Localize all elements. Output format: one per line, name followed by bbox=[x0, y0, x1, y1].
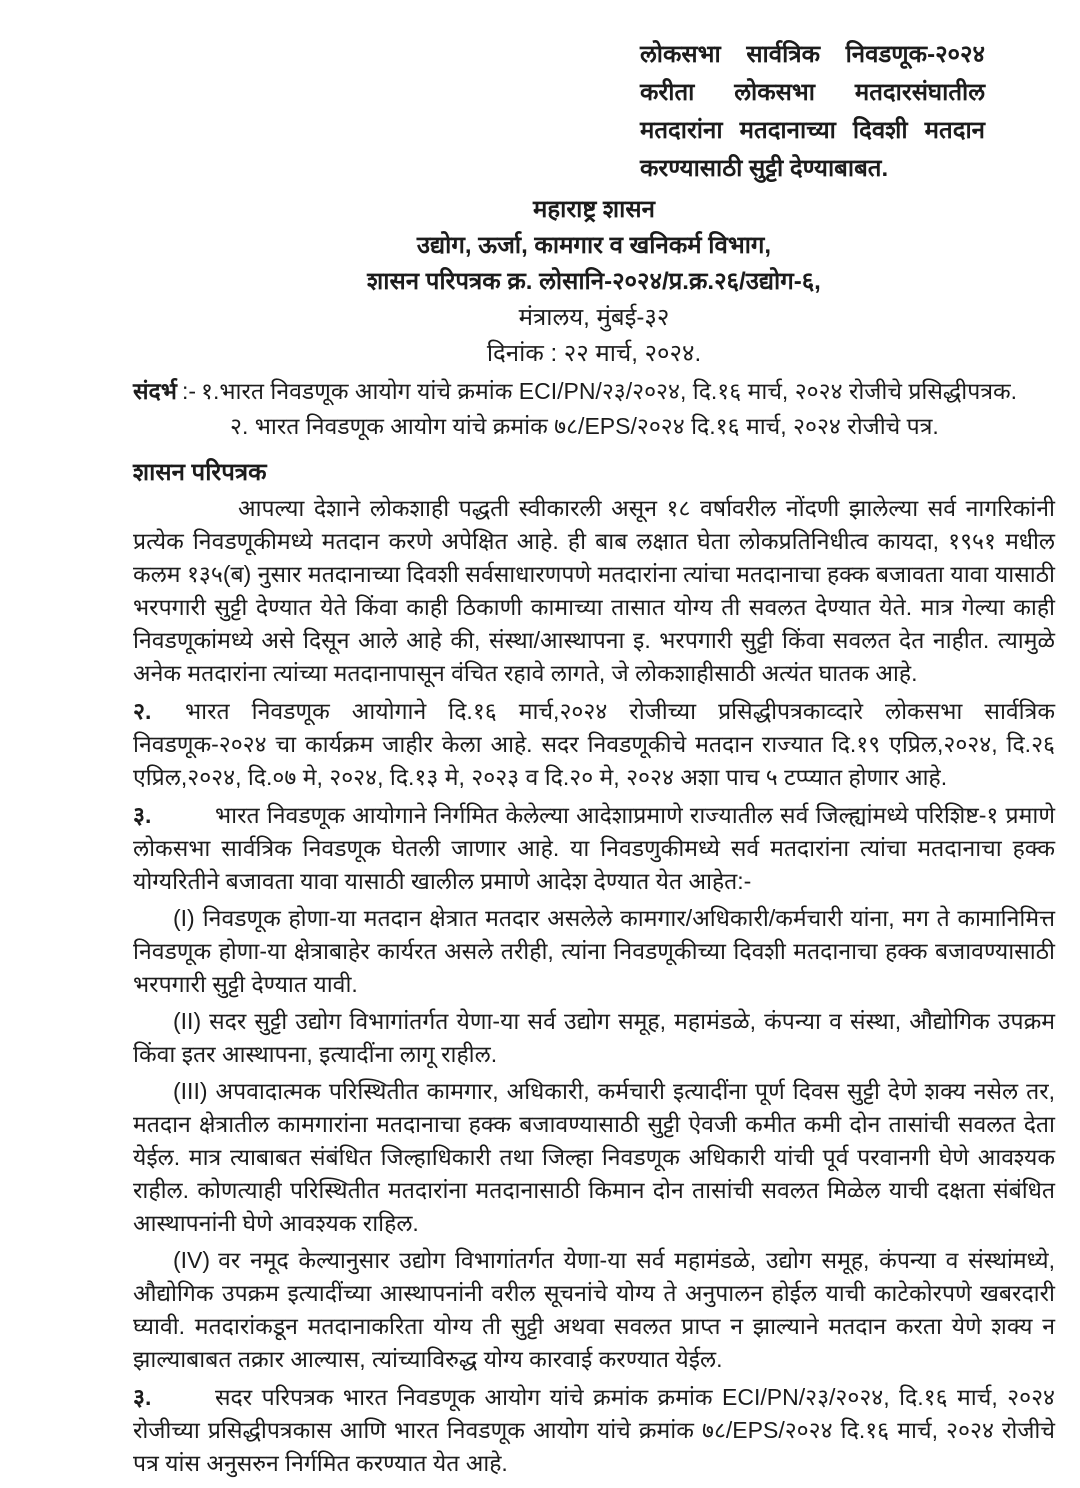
order-text: सदर सुट्टी उद्योग विभागांतर्गत येणा-या सर्व उद्योग समूह, महामंडळे, कंपन्या व संस्था, औद्योगिक उपक्रम किंवा इतर आस्थापना, इत्यादींना लागू राहील. bbox=[133, 1008, 1055, 1067]
order-item-1 bbox=[133, 902, 1055, 1001]
order-item-3 bbox=[133, 1075, 1055, 1240]
order-text: वर नमूद केल्यानुसार उद्योग विभागांतर्गत येणा-या सर्व महामंडळे, उद्योग समूह, कंपन्या व संस्थांमध्ये, औद्योगिक उपक्रम इत्यादींच्या आस्थापनांनी वरील सूचनांचे योग्य ते अनुपालन होईल याची काटेकोरपणे खबरदारी घ्यावी. मतदारांकडून मतदानाकरिता योग्य ती सुट्टी अथवा सवलत प्राप्त न झाल्याने मतदान करता येणे शक्य न झाल्याबाबत तक्रार आल्यास, त्यांच्याविरुद्ध योग्य कारवाई करण्यात येईल. bbox=[133, 1247, 1055, 1372]
paragraph-text: भारत निवडणूक आयोगाने दि.१६ मार्च,२०२४ रोजीच्या प्रसिद्धीपत्रकाव्दारे लोकसभा सार्वत्रिक निवडणूक-२०२४ चा कार्यक्रम जाहीर केला आहे. सदर निवडणूकीचे मतदान राज्यात दि.१९ एप्रिल,२०२४, दि.२६ एप्रिल,२०२४, दि.०७ मे, २०२४, दि.१३ मे, २०२३ व दि.२० मे, २०२४ अशा पाच ५ टप्प्यात होणार आहे. bbox=[133, 698, 1055, 790]
paragraph-number: २. bbox=[133, 698, 152, 724]
reference-text: १.भारत निवडणूक आयोग यांचे क्रमांक ECI/PN/२३/२०२४, दि.१६ मार्च, २०२४ रोजीचे प्रसिद्धीपत्रक. bbox=[201, 378, 1018, 404]
reference-item-2: २. भारत निवडणूक आयोग यांचे क्रमांक ७८/EPS/२०२४ दि.१६ मार्च, २०२४ रोजीचे पत्र. bbox=[230, 413, 939, 439]
reference-separator: :- bbox=[181, 378, 196, 404]
reference-label: संदर्भ bbox=[133, 378, 177, 404]
ministry-address: मंत्रालय, मुंबई-३२ bbox=[518, 304, 670, 331]
order-item-2 bbox=[133, 1005, 1055, 1071]
order-label: (IV) bbox=[173, 1247, 211, 1273]
government-name: महाराष्ट्र शासन bbox=[533, 196, 655, 223]
order-label: (II) bbox=[173, 1008, 202, 1034]
paragraph-3 bbox=[133, 799, 1055, 898]
paragraph-number: ३. bbox=[133, 1384, 152, 1410]
order-text: निवडणूक होणा-या मतदान क्षेत्रात मतदार असलेले कामगार/अधिकारी/कर्मचारी यांना, मग ते कामानिमित्त निवडणूक होणा-या क्षेत्राबाहेर कार्यरत असले तरीही, त्यांना निवडणूकीच्या दिवशी मतदानाचा हक्क बजावण्यासाठी भरपगारी सुट्टी देण्यात यावी. bbox=[133, 905, 1055, 997]
paragraph-text: सदर परिपत्रक भारत निवडणूक आयोग यांचे क्रमांक क्रमांक ECI/PN/२३/२०२४, दि.१६ मार्च, २०२४ रोजीच्या प्रसिद्धीपत्रकास आणि भारत निवडणूक आयोग यांचे क्रमांक ७८/EPS/२०२४ दि.१६ मार्च, २०२४ रोजीचे पत्र यांस अनुसरुन निर्गमित करण्यात येत आहे. bbox=[133, 1384, 1055, 1476]
order-item-4 bbox=[133, 1244, 1055, 1376]
subject-line: लोकसभा सार्वत्रिक निवडणूक-२०२४ bbox=[640, 41, 985, 68]
subject-block bbox=[640, 36, 985, 188]
reference-item-1 bbox=[133, 374, 1055, 409]
order-label: (III) bbox=[173, 1078, 208, 1104]
order-label: (I) bbox=[173, 905, 195, 931]
date-line: दिनांक : २२ मार्च, २०२४. bbox=[486, 340, 702, 367]
paragraph-text: भारत निवडणूक आयोगाने निर्गमित केलेल्या आदेशाप्रमाणे राज्यातील सर्व जिल्ह्यांमध्ये परिशिष्ट-१ प्रमाणे लोकसभा सार्वत्रिक निवडणूक घेतली जाणार आहे. या निवडणुकीमध्ये सर्व मतदारांना त्यांचा मतदानाचा हक्क योग्यरितीने बजावता यावा यासाठी खालील प्रमाणे आदेश देण्यात येत आहेत:- bbox=[133, 802, 1055, 894]
order-text: अपवादात्मक परिस्थितीत कामगार, अधिकारी, कर्मचारी इत्यादींना पूर्ण दिवस सुट्टी देणे शक्य नसेल तर, मतदान क्षेत्रातील कामगारांना मतदानाचा हक्क बजावण्यासाठी सुट्टी ऐवजी कमीत कमी दोन तासांची सवलत देता येईल. मात्र त्याबाबत संबंधित जिल्हाधिकारी तथा जिल्हा निवडणूक अधिकारी यांची पूर्व परवानगी घेणे आवश्यक राहील. कोणत्याही परिस्थितीत मतदारांना मतदानासाठी किमान दोन तासांची सवलत मिळेल याची दक्षता संबंधित आस्थापनांनी घेणे आवश्यक राहिल. bbox=[133, 1078, 1055, 1236]
reference-block bbox=[133, 374, 1055, 444]
paragraph-2 bbox=[133, 695, 1055, 794]
section-heading: शासन परिपत्रक bbox=[133, 459, 267, 486]
paragraph-number: ३. bbox=[133, 802, 152, 828]
closing-paragraph bbox=[133, 1381, 1055, 1480]
circular-number: शासन परिपत्रक क्र. लोसानि-२०२४/प्र.क्र.२६/उद्योग-६, bbox=[367, 268, 821, 295]
subject-line: करण्यासाठी सुट्टी देण्याबाबत. bbox=[640, 155, 889, 182]
letterhead bbox=[133, 192, 1055, 372]
subject-line: मतदारांना मतदानाच्या दिवशी मतदान bbox=[640, 117, 985, 144]
department-name: उद्योग, ऊर्जा, कामगार व खनिकर्म विभाग, bbox=[416, 232, 772, 259]
intro-paragraph: आपल्या देशाने लोकशाही पद्धती स्वीकारली असून १८ वर्षावरील नोंदणी झालेल्या सर्व नागरिकांनी प्रत्येक निवडणूकीमध्ये मतदान करणे अपेक्षित आहे. ही बाब लक्षात घेता लोकप्रतिनिधीत्व कायदा, १९५१ मधील कलम १३५(ब) नुसार मतदानाच्या दिवशी सर्वसाधारणपणे मतदारांना त्यांचा मतदानाचा हक्क बजावता यावा यासाठी भरपगारी सुट्टी देण्यात येते किंवा काही ठिकाणी कामाच्या तासात योग्य ती सवलत देण्यात येते. मात्र गेल्या काही निवडणूकांमध्ये असे दिसून आले आहे की, संस्था/आस्थापना इ. भरपगारी सुट्टी किंवा सवलत देत नाहीत. त्यामुळे अनेक मतदारांना त्यांच्या मतदानापासून वंचित रहावे लागते, जे लोकशाहीसाठी अत्यंत घातक आहे. bbox=[133, 495, 1055, 686]
subject-line: करीता लोकसभा मतदारसंघातील bbox=[640, 79, 985, 106]
